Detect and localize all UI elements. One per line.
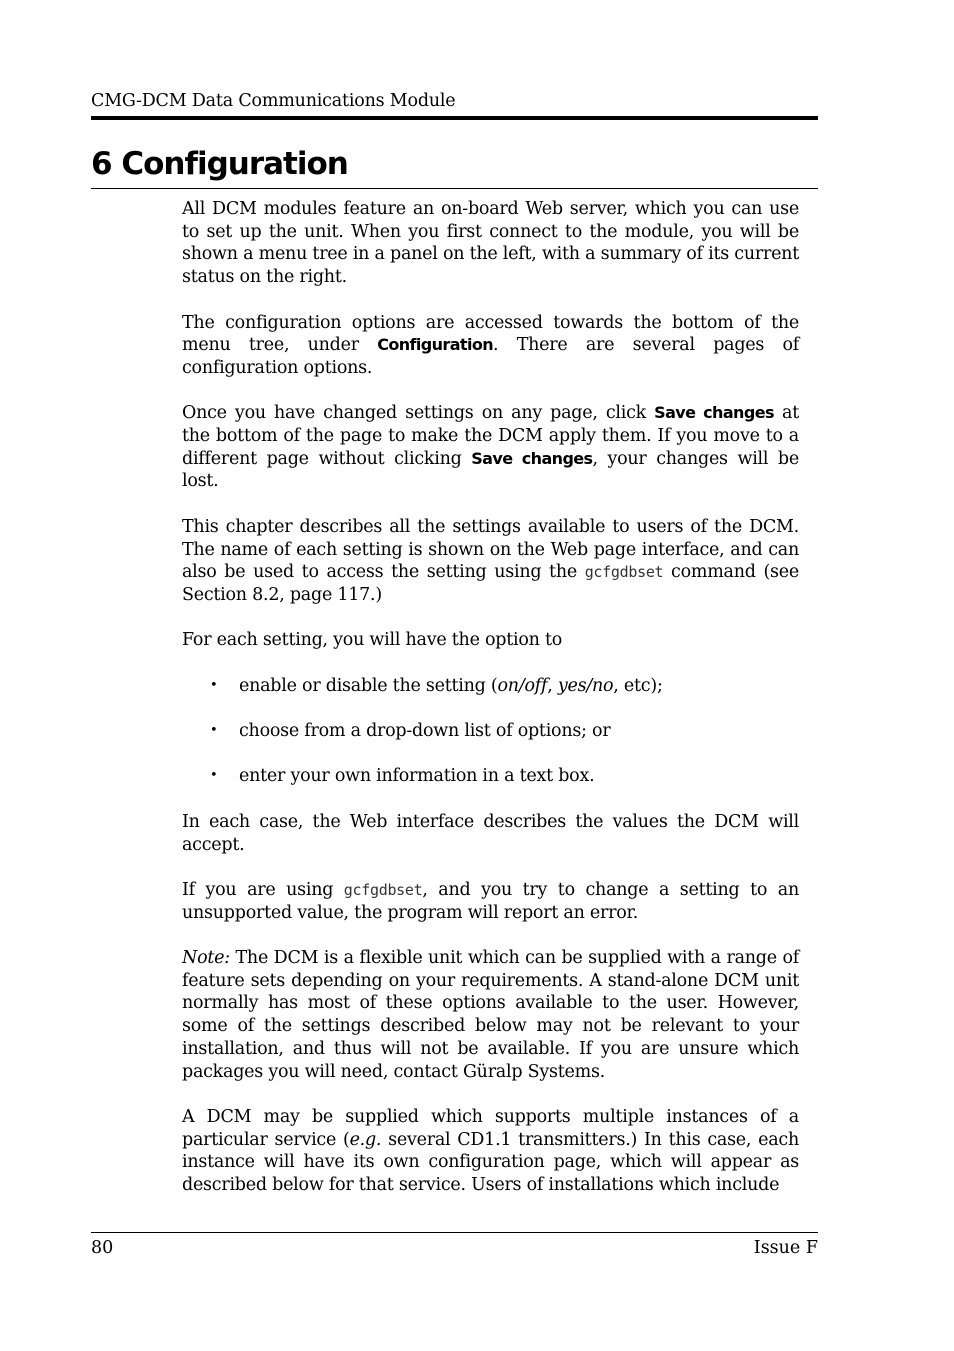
list-item	[182, 675, 799, 698]
body-text	[182, 198, 799, 1219]
bullet-icon: •	[210, 768, 218, 784]
text-run: choose from a drop-down list of options; or	[239, 721, 611, 742]
command-gcfgdbset: gcfgdbset	[343, 880, 423, 899]
options-list	[182, 675, 799, 788]
paragraph-unsupported-value	[182, 879, 799, 924]
running-header: CMG-DCM Data Communications Module	[91, 91, 456, 111]
list-item	[182, 720, 799, 743]
text-run: A DCM may be supplied which supports multiple instances of a particular service (	[182, 1106, 799, 1150]
text-run: , and you try to change a setting to an unsupported value, the program will report an error.	[182, 879, 799, 923]
text-run: Once you have changed settings on any page, click	[182, 403, 655, 424]
bullet-icon: •	[210, 677, 218, 693]
paragraph-web-interface: In each case, the Web interface describes the values the DCM will accept.	[182, 811, 799, 855]
text-run: command (see Section 8.2, page 117.)	[182, 562, 799, 605]
header-rule	[91, 116, 818, 120]
command-gcfgdbset: gcfgdbset	[584, 563, 664, 582]
text-run: , etc);	[613, 675, 663, 696]
text-run-italic: on/off	[497, 675, 548, 696]
text-run-italic: yes/no	[557, 675, 614, 696]
ui-term-save-changes: Save changes	[471, 448, 593, 468]
chapter-title: 6 Configuration	[91, 146, 348, 182]
page-number: 80	[91, 1238, 114, 1258]
text-run: , your changes will be lost.	[182, 448, 799, 492]
footer-rule	[91, 1232, 818, 1233]
text-run: The DCM is a flexible unit which can be supplied with a range of feature sets depending on your requirements. A stand-alone DCM unit normally has most of these options available to the user. However, some of the settings described below may not be relevant to your installation, and thus will not be available. If you are unsure which packages you will need, contact Güralp Systems.	[182, 948, 799, 1082]
text-run: at the bottom of the page to make the DCM apply them. If you move to a different page without clicking	[182, 403, 800, 469]
paragraph-config-options	[182, 312, 799, 380]
text-run: This chapter describes all the settings available to users of the DCM. The name of each setting is shown on the Web page interface, and can also be used to access the setting using the	[182, 516, 799, 583]
text-run-italic: e.g.	[349, 1129, 382, 1150]
bullet-icon: •	[210, 723, 218, 739]
paragraph-save-changes	[182, 402, 799, 493]
paragraph-multiple-instances	[182, 1106, 799, 1197]
text-run: enter your own information in a text box.	[239, 766, 595, 787]
title-rule	[91, 188, 818, 189]
text-run: If you are using	[182, 879, 344, 900]
text-run: The configuration options are accessed towards the bottom of the menu tree, under	[182, 312, 799, 356]
text-run: . There are several pages of configuration options.	[182, 335, 799, 378]
paragraph-chapter-description	[182, 516, 799, 607]
paragraph-options-lead: For each setting, you will have the option to	[182, 630, 563, 651]
issue-label: Issue F	[753, 1238, 818, 1258]
paragraph-note	[182, 947, 799, 1083]
ui-term-configuration: Configuration	[377, 335, 494, 355]
ui-term-save-changes: Save changes	[654, 403, 774, 423]
paragraph-intro: All DCM modules feature an on-board Web server, which you can use to set up the unit. When you first connect to the module, you will be shown a menu tree in a panel on the left, with a summary of its current status on the right.	[182, 199, 799, 288]
note-label: Note:	[182, 948, 230, 969]
list-item	[182, 765, 799, 788]
text-run: several CD1.1 transmitters.) In this case, each instance will have its own configuration page, which will appear as described below for that service. Users of installations which include	[182, 1129, 799, 1196]
text-run: ,	[547, 675, 558, 696]
text-run: enable or disable the setting (	[239, 675, 498, 696]
